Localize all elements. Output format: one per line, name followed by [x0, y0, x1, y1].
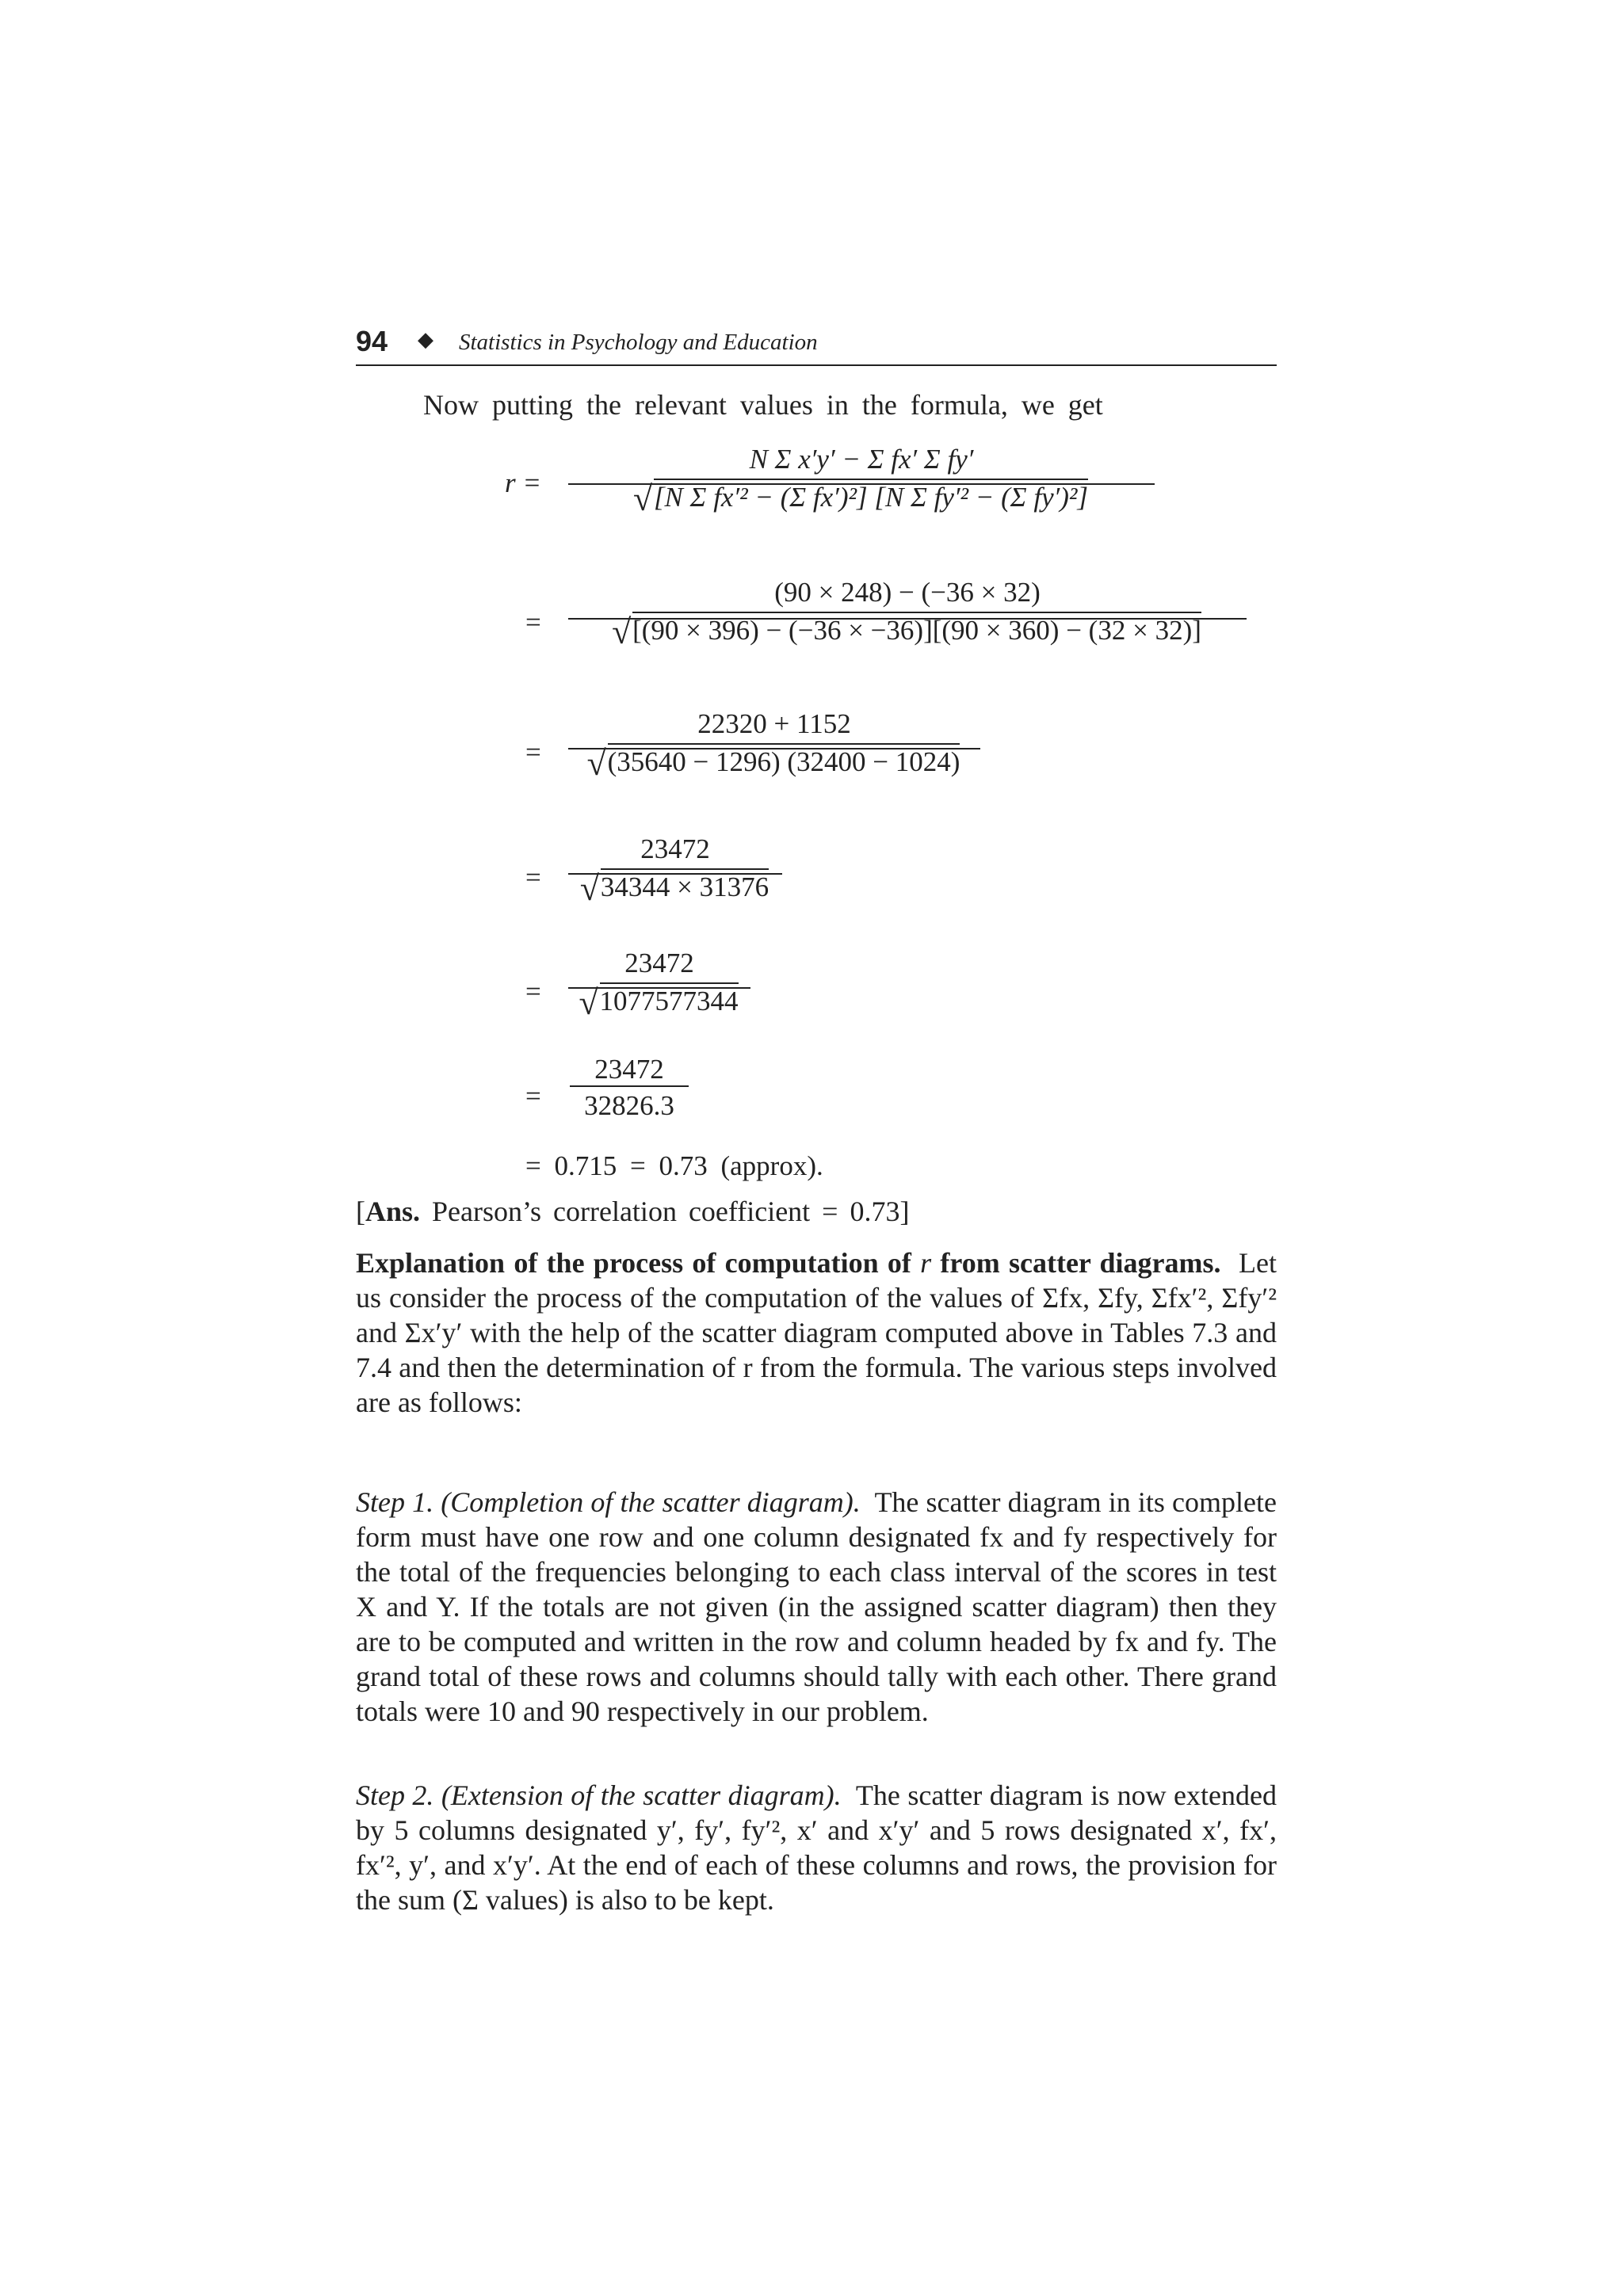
step-1-paragraph: [356, 1485, 1277, 1729]
denominator: [568, 475, 1155, 513]
numerator: 23472: [594, 1054, 664, 1085]
step-2-body: The scatter diagram is now extended by 5 columns designated y′, fy′, fy′², x′ and x′y′ and 5 rows designated x′, fx′, fx′², y′, and x′y′. At the end of each of these columns and rows, the provision for the sum (Σ values) is also to be kept.: [356, 1779, 1277, 1916]
fraction: [570, 1054, 689, 1122]
page-number: 94: [356, 325, 388, 357]
intro-text: Now putting the relevant values in the formula, we get: [423, 389, 1103, 421]
equals-sign: =: [525, 862, 541, 893]
fraction: [568, 708, 980, 778]
running-header: [356, 320, 1277, 366]
answer-bracket: [: [356, 1196, 365, 1227]
fraction: [568, 833, 782, 903]
final-result: = 0.715 = 0.73 (approx).: [525, 1150, 823, 1181]
denominator: 32826.3: [570, 1085, 689, 1122]
numerator: N Σ x′y′ − Σ fx′ Σ fy′: [749, 444, 974, 475]
explanation-heading: [356, 1247, 1221, 1279]
equals-sign: =: [525, 737, 541, 768]
denominator: [568, 740, 980, 778]
equals-sign: =: [525, 1081, 541, 1112]
book-title: Statistics in Psychology and Education: [459, 330, 818, 355]
denominator: [568, 865, 782, 903]
radicand: [(90 × 396) − (−36 × −36)][(90 × 360) − (32 × 32)]: [632, 612, 1201, 646]
step-2-paragraph: [356, 1778, 1277, 1917]
answer-label: Ans.: [365, 1196, 421, 1227]
equation-lhs: r =: [505, 467, 541, 498]
radicand: (35640 − 1296) (32400 − 1024): [608, 743, 960, 778]
step-1-title: Step 1. (Completion of the scatter diagram).: [356, 1486, 861, 1518]
numerator: 22320 + 1152: [697, 708, 851, 739]
equals-sign: =: [525, 976, 541, 1007]
heading-symbol-r: r: [920, 1247, 932, 1279]
heading-part-a: Explanation of the process of computation of: [356, 1247, 921, 1279]
diamond-icon: ◆: [418, 328, 433, 351]
step-2-title: Step 2. (Extension of the scatter diagram).: [356, 1779, 842, 1811]
fraction: [568, 948, 750, 1017]
radicand: [N Σ fx′² − (Σ fx′)²] [N Σ fy′² − (Σ fy′)²]: [654, 479, 1088, 513]
sqrt-symbol: [613, 612, 1201, 646]
fraction: [568, 444, 1155, 513]
numerator: (90 × 248) − (−36 × 32): [774, 577, 1041, 608]
numerator: 23472: [624, 948, 694, 978]
numerator: 23472: [640, 833, 710, 864]
radicand: 1077577344: [600, 982, 739, 1017]
explanation-paragraph: [356, 1245, 1277, 1420]
denominator: [568, 608, 1247, 646]
answer-line: [356, 1195, 909, 1228]
heading-part-b: from scatter diagrams.: [931, 1247, 1221, 1279]
equals-sign: =: [525, 607, 541, 638]
denominator: [568, 979, 750, 1017]
step-1-body: The scatter diagram in its complete form must have one row and one column designated fx and fy respectively for the total of the frequencies belonging to each class interval of the scores in test X and Y. If the totals are not given (in the assigned scatter diagram) then they are to be computed and written in the row and column headed by fx and fy. The grand total of these rows and columns should tally with each other. There grand totals were 10 and 90 respectively in our problem.: [356, 1486, 1277, 1727]
radicand: 34344 × 31376: [601, 868, 769, 903]
explanation-body: Let us consider the process of the computation of the values of Σfx, Σfy, Σfx′², Σfy′² and Σx′y′ with the help of the scatter diagram computed above in Tables 7.3 and 7.4 and then the determination of r from the formula. The various steps involved are as follows:: [356, 1247, 1277, 1418]
fraction: [568, 577, 1247, 646]
answer-text: Pearson’s correlation coefficient = 0.73]: [420, 1196, 910, 1227]
